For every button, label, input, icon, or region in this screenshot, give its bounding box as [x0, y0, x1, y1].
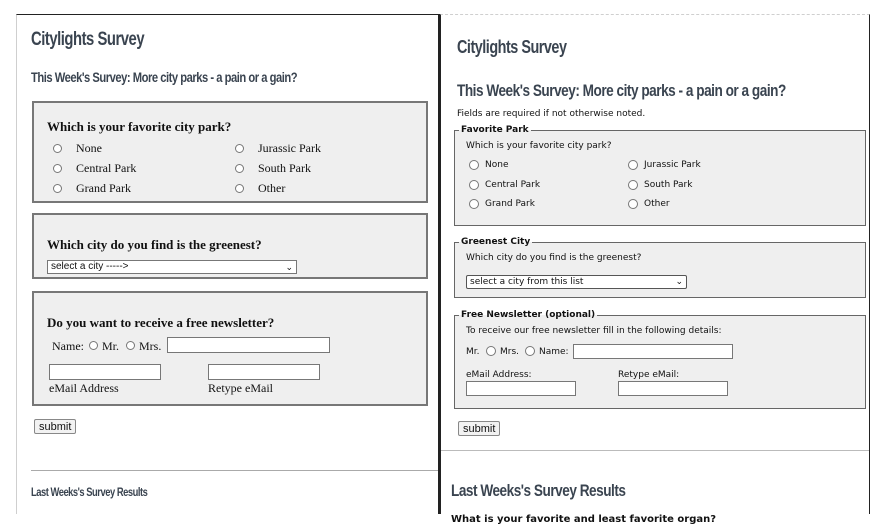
- radio-mr[interactable]: [486, 346, 496, 356]
- radio-none[interactable]: [469, 160, 479, 170]
- chevron-down-icon: ⌄: [675, 277, 683, 287]
- newsletter-box: [32, 291, 428, 406]
- retype-email-input[interactable]: [618, 381, 728, 396]
- mrs-label: Mrs.: [500, 347, 520, 357]
- newsletter-question: Do you want to receive a free newsletter?: [47, 315, 275, 330]
- newsletter-intro: To receive our free newsletter fill in the following details:: [466, 326, 722, 336]
- email-label: eMail Address: [49, 381, 119, 395]
- name-label: Name:: [52, 339, 84, 353]
- newsletter-fieldset: [454, 310, 866, 409]
- name-label: Name:: [539, 347, 569, 357]
- option-grand-park[interactable]: Grand Park: [469, 199, 535, 209]
- radio-grand-park[interactable]: [53, 184, 62, 193]
- mr-label: Mr.: [466, 347, 480, 357]
- option-none[interactable]: None: [469, 160, 508, 170]
- option-grand-park[interactable]: Grand Park: [53, 181, 131, 196]
- favorite-park-question: Which is your favorite city park?: [466, 141, 612, 151]
- name-input[interactable]: [167, 337, 330, 353]
- option-central-park[interactable]: Central Park: [469, 180, 540, 190]
- bottom-fade: [17, 500, 439, 514]
- chevron-down-icon: ⌄: [285, 262, 293, 272]
- mrs-label: Mrs.: [139, 339, 162, 353]
- city-select[interactable]: select a city -----> ⌄: [47, 260, 297, 274]
- retype-email-label: Retype eMail:: [618, 370, 680, 380]
- last-results-question: What is your favorite and least favorite organ?: [451, 514, 717, 525]
- radio-other[interactable]: [235, 184, 244, 193]
- radio-grand-park[interactable]: [469, 199, 479, 209]
- greenest-city-box: [32, 213, 428, 279]
- radio-mrs[interactable]: [525, 346, 535, 356]
- option-other[interactable]: Other: [628, 199, 670, 209]
- radio-south-park[interactable]: [628, 180, 638, 190]
- name-input[interactable]: [573, 344, 733, 359]
- radio-central-park[interactable]: [469, 180, 479, 190]
- bottom-fade: [441, 500, 869, 514]
- email-input[interactable]: [466, 381, 576, 396]
- retype-email-input[interactable]: [208, 364, 320, 380]
- city-select[interactable]: select a city from this list ⌄: [466, 275, 687, 289]
- last-results-heading: Last Weeks's Survey Results: [451, 481, 626, 500]
- survey-subtitle: This Week's Survey: More city parks - a pain or a gain?: [457, 81, 786, 100]
- radio-none[interactable]: [53, 144, 62, 153]
- last-results-heading: Last Weeks's Survey Results: [31, 485, 148, 499]
- fieldset-legend: Greenest City: [461, 237, 531, 247]
- right-survey-panel: [440, 14, 870, 525]
- option-south-park[interactable]: South Park: [235, 161, 311, 176]
- radio-other[interactable]: [628, 199, 638, 209]
- radio-mr[interactable]: [89, 341, 98, 350]
- radio-jurassic-park[interactable]: [235, 144, 244, 153]
- left-survey-panel: [16, 14, 439, 514]
- option-jurassic-park[interactable]: Jurassic Park: [235, 141, 321, 156]
- submit-button[interactable]: submit: [34, 419, 76, 434]
- favorite-park-box: [32, 101, 428, 203]
- option-none[interactable]: None: [53, 141, 102, 156]
- submit-button[interactable]: submit: [458, 421, 500, 436]
- section-divider: [441, 450, 869, 451]
- greenest-city-fieldset: [454, 237, 866, 298]
- option-jurassic-park[interactable]: Jurassic Park: [628, 160, 701, 170]
- radio-mrs[interactable]: [126, 341, 135, 350]
- option-central-park[interactable]: Central Park: [53, 161, 136, 176]
- survey-subtitle: This Week's Survey: More city parks - a pain or a gain?: [31, 69, 298, 85]
- email-input[interactable]: [49, 364, 161, 380]
- favorite-park-question: Which is your favorite city park?: [47, 119, 232, 134]
- favorite-park-fieldset: [454, 125, 866, 226]
- radio-central-park[interactable]: [53, 164, 62, 173]
- option-south-park[interactable]: South Park: [628, 180, 692, 190]
- radio-jurassic-park[interactable]: [628, 160, 638, 170]
- mr-label: Mr.: [102, 339, 120, 353]
- greenest-city-question: Which city do you find is the greenest?: [466, 253, 642, 263]
- section-divider: [31, 470, 439, 471]
- option-other[interactable]: Other: [235, 181, 285, 196]
- page-title: Citylights Survey: [457, 37, 567, 57]
- fieldset-legend: Favorite Park: [461, 125, 529, 135]
- greenest-city-question: Which city do you find is the greenest?: [47, 237, 262, 252]
- radio-south-park[interactable]: [235, 164, 244, 173]
- page-title: Citylights Survey: [31, 29, 145, 50]
- fieldset-legend: Free Newsletter (optional): [461, 310, 596, 320]
- retype-email-label: Retype eMail: [208, 381, 273, 395]
- email-label: eMail Address:: [466, 370, 532, 380]
- required-note: Fields are required if not otherwise noted.: [457, 109, 646, 119]
